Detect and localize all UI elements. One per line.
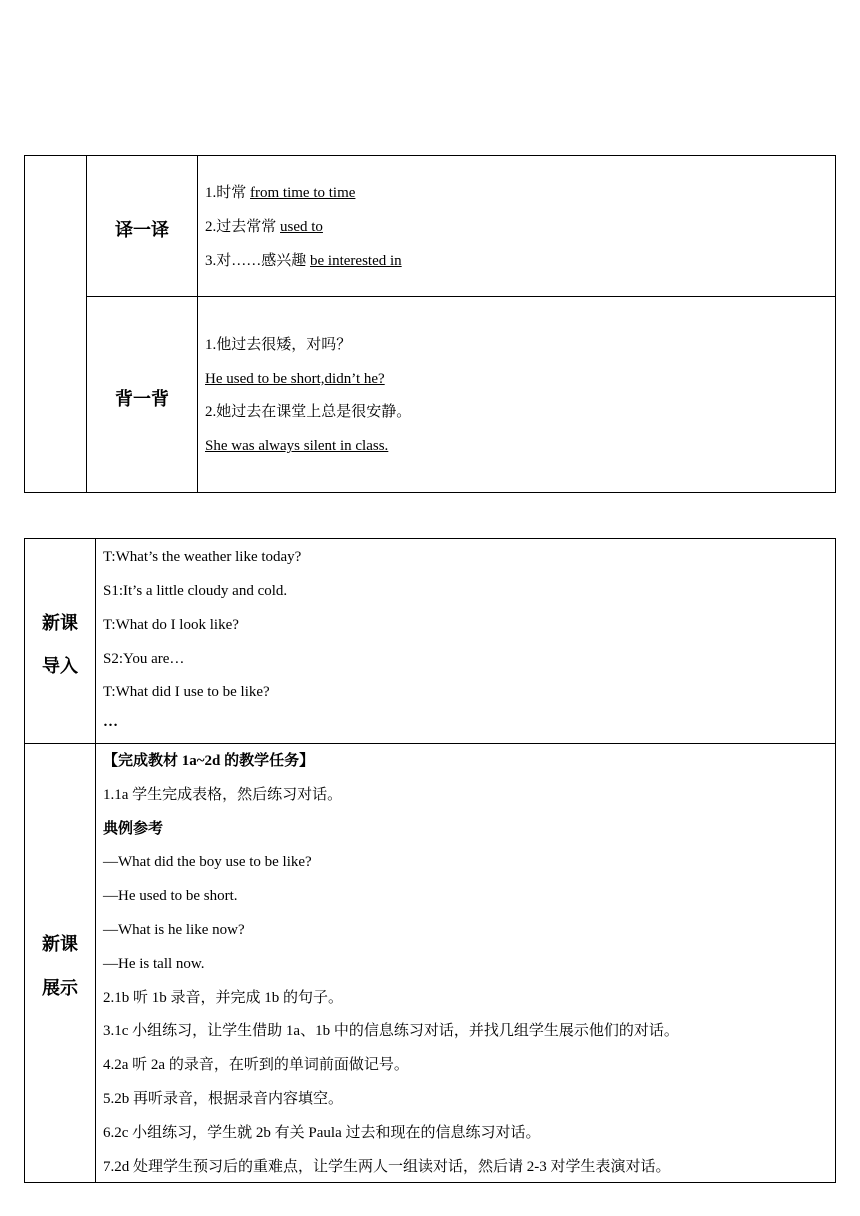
show-subheading: 典例参考 <box>103 821 164 837</box>
recite-answer: She was always silent in class. <box>205 438 389 454</box>
show-line: 2.1b 听 1b 录音，并完成 1b 的句子。 <box>103 990 344 1006</box>
translate-answer: be interested in <box>310 253 402 269</box>
show-line: —What is he like now? <box>103 922 245 938</box>
column-divider <box>95 539 96 1182</box>
intro-line: … <box>103 714 118 730</box>
translate-answer: from time to time <box>250 185 356 201</box>
show-label-line1: 新课 <box>42 934 78 955</box>
intro-line: T:What’s the weather like today? <box>103 549 302 565</box>
show-line: 5.2b 再听录音，根据录音内容填空。 <box>103 1091 344 1107</box>
intro-line: S2:You are… <box>103 651 185 667</box>
show-line: 6.2c 小组练习，学生就 2b 有关 Paula 过去和现在的信息练习对话。 <box>103 1125 541 1141</box>
show-line: 1.1a 学生完成表格，然后练习对话。 <box>103 787 343 803</box>
recite-line: 1.他过去很矮，对吗？ <box>205 337 352 353</box>
recite-answer: He used to be short,didn’t he? <box>205 371 385 387</box>
translate-item: 2.过去常常 used to <box>205 219 323 235</box>
intro-label-line2: 导入 <box>42 656 78 677</box>
show-line: 7.2d 处理学生预习后的重难点，让学生两人一组读对话，然后请 2-3 对学生表演对话。 <box>103 1159 671 1175</box>
recite-line: 2.她过去在课堂上总是很安静。 <box>205 404 412 420</box>
translate-item: 3.对……感兴趣 be interested in <box>205 253 402 269</box>
column-divider <box>86 156 87 492</box>
intro-line: T:What did I use to be like? <box>103 684 270 700</box>
recite-label: 背一背 <box>115 389 169 410</box>
show-line: 4.2a 听 2a 的录音，在听到的单词前面做记号。 <box>103 1057 409 1073</box>
review-table <box>24 155 836 493</box>
intro-line: T:What do I look like? <box>103 617 239 633</box>
show-line: —He is tall now. <box>103 956 205 972</box>
show-heading: 【完成教材 1a~2d 的教学任务】 <box>103 753 315 769</box>
show-label-line2: 展示 <box>42 978 78 999</box>
translate-answer: used to <box>280 219 323 235</box>
column-divider <box>197 156 198 492</box>
row-divider <box>86 296 835 297</box>
intro-label-line1: 新课 <box>42 613 78 634</box>
intro-line: S1:It’s a little cloudy and cold. <box>103 583 288 599</box>
lesson-table <box>24 538 836 1183</box>
row-divider <box>25 743 835 744</box>
show-line: 3.1c 小组练习，让学生借助 1a、1b 中的信息练习对话，并找几组学生展示他们的对话。 <box>103 1023 679 1039</box>
translate-label: 译一译 <box>115 220 169 241</box>
show-line: —He used to be short. <box>103 888 238 904</box>
translate-item: 1.时常 from time to time <box>205 185 356 201</box>
show-line: —What did the boy use to be like? <box>103 854 312 870</box>
